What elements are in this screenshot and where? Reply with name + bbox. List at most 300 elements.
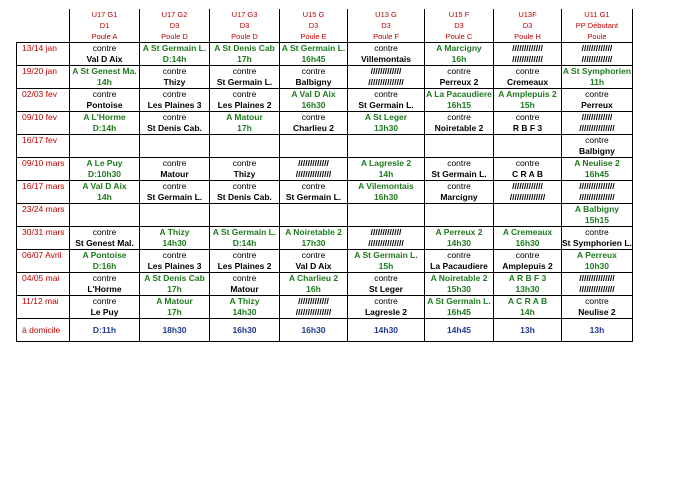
match-detail: Matour — [230, 284, 259, 294]
domicile-time: 18h30 — [140, 319, 210, 342]
match-detail: St Germain L. — [358, 100, 414, 110]
match-detail: 16h30 — [301, 100, 326, 110]
column-header-line: U13 G — [375, 10, 397, 19]
match-cell — [348, 273, 425, 296]
week-date — [17, 227, 70, 250]
match-opponent: A St Germain L. — [354, 250, 418, 260]
match-cell — [562, 135, 633, 158]
week-row — [17, 158, 633, 181]
column-header-line: U11 G1 — [584, 10, 610, 19]
match-cell — [210, 112, 280, 135]
domicile-time: 13h — [494, 319, 562, 342]
match-cell — [280, 89, 348, 112]
match-opponent: contre — [515, 250, 540, 260]
week-row — [17, 89, 633, 112]
week-row — [17, 43, 633, 66]
week-date-label: 30/31 mars — [22, 227, 65, 237]
match-cell — [348, 135, 425, 158]
match-cell — [280, 204, 348, 227]
match-cell — [70, 158, 140, 181]
match-opponent: A Balbigny — [574, 204, 619, 214]
match-opponent: contre — [301, 112, 326, 122]
week-date-label: 16/17 fev — [22, 135, 57, 145]
match-cell — [562, 296, 633, 319]
match-cell — [280, 43, 348, 66]
column-header-line: Poule F — [373, 32, 399, 41]
column-header-line: D3 — [454, 21, 464, 30]
match-opponent: ///////////// — [370, 227, 402, 237]
match-opponent: contre — [232, 250, 257, 260]
column-header-line: Poule E — [300, 32, 327, 41]
match-detail: /////////////// — [509, 192, 546, 202]
match-detail: 14h — [520, 307, 535, 317]
match-cell — [210, 89, 280, 112]
match-opponent: /////////////// — [579, 273, 615, 283]
match-detail: Les Plaines 3 — [147, 100, 202, 110]
column-header-line: PP Débutant — [575, 21, 619, 30]
match-detail: 13h30 — [373, 123, 399, 133]
column-header — [425, 9, 494, 43]
week-date-label: 09/10 fev — [22, 112, 57, 122]
match-opponent: A Thizy — [229, 296, 260, 306]
match-cell — [562, 250, 633, 273]
match-detail: 15h15 — [584, 215, 609, 225]
week-date-label: 02/03 fev — [22, 89, 57, 99]
match-detail: 17h — [167, 307, 182, 317]
column-header-line: Poule — [587, 32, 607, 41]
match-opponent: ///////////// — [298, 158, 329, 168]
match-cell — [140, 204, 210, 227]
match-opponent: A Noiretable 2 — [430, 273, 488, 283]
match-opponent: A Pontoise — [82, 250, 127, 260]
match-detail: C R A B — [511, 169, 543, 179]
match-opponent: contre — [92, 43, 117, 53]
match-cell — [210, 135, 280, 158]
match-detail: Thizy — [233, 169, 256, 179]
match-cell — [494, 135, 562, 158]
match-cell — [140, 112, 210, 135]
domicile-time: 16h30 — [210, 319, 280, 342]
match-opponent: contre — [447, 181, 471, 191]
match-opponent: A Le Puy — [86, 158, 123, 168]
match-cell — [140, 227, 210, 250]
match-cell — [280, 296, 348, 319]
match-detail: St Germain L. — [431, 169, 487, 179]
column-header-line: U15 G — [302, 10, 325, 19]
match-opponent: A St Leger — [364, 112, 408, 122]
match-detail: La Pacaudiere — [430, 261, 488, 271]
column-header — [140, 9, 210, 43]
column-header-line: Poule A — [91, 32, 118, 41]
match-cell — [348, 227, 425, 250]
match-cell — [140, 250, 210, 273]
match-opponent: contre — [162, 89, 187, 99]
match-opponent: A St Germain L. — [281, 43, 346, 53]
match-detail: /////////////// — [579, 284, 615, 294]
match-detail: 16h — [451, 54, 467, 64]
column-header-line: U17 G2 — [161, 10, 188, 19]
match-opponent: A Noiretable 2 — [285, 227, 342, 237]
match-cell — [210, 296, 280, 319]
week-date-label: 16/17 mars — [22, 181, 65, 191]
match-cell — [562, 66, 633, 89]
match-opponent: A R B F 3 — [508, 273, 547, 283]
match-cell — [280, 135, 348, 158]
column-header — [562, 9, 633, 43]
match-cell — [425, 135, 494, 158]
match-detail: 17h — [237, 123, 252, 133]
week-row — [17, 112, 633, 135]
match-cell — [494, 273, 562, 296]
match-cell — [210, 273, 280, 296]
match-opponent: A Val D Aix — [291, 89, 336, 99]
match-detail: D:14h — [92, 123, 117, 133]
match-detail: Val D Aix — [86, 54, 123, 64]
week-date-label: 11/12 mai — [22, 296, 59, 306]
match-cell — [425, 89, 494, 112]
match-cell — [562, 158, 633, 181]
column-header — [348, 9, 425, 43]
match-cell — [210, 204, 280, 227]
match-detail: 14h30 — [162, 238, 187, 248]
match-detail: D:10h30 — [87, 169, 122, 179]
match-cell — [280, 112, 348, 135]
match-detail: 15h30 — [446, 284, 472, 294]
match-detail: St Denis Cab. — [217, 192, 272, 202]
match-cell — [140, 89, 210, 112]
week-date — [17, 181, 70, 204]
match-detail: Balbigny — [295, 77, 332, 87]
match-cell — [494, 89, 562, 112]
match-cell — [425, 181, 494, 204]
match-opponent: ///////////// — [512, 43, 543, 53]
match-detail: Marcigny — [440, 192, 478, 202]
match-cell — [70, 296, 140, 319]
match-cell — [70, 66, 140, 89]
domicile-time: D:11h — [70, 319, 140, 342]
match-detail: 16h45 — [301, 54, 326, 64]
match-cell — [140, 296, 210, 319]
week-row — [17, 250, 633, 273]
match-detail: Pontoise — [86, 100, 123, 110]
match-opponent: A Perreux 2 — [435, 227, 483, 237]
week-date — [17, 43, 70, 66]
match-opponent: A St Germain L. — [142, 43, 207, 53]
match-opponent: contre — [92, 273, 117, 283]
match-opponent: contre — [447, 158, 471, 168]
match-opponent: ///////////// — [370, 66, 402, 76]
match-detail: /////////////// — [368, 77, 404, 87]
match-detail: Cremeaux — [506, 77, 549, 87]
match-cell — [494, 181, 562, 204]
match-cell — [140, 66, 210, 89]
match-opponent: A Vilemontais — [358, 181, 414, 191]
match-detail: Neulise 2 — [578, 307, 616, 317]
column-header-line: Poule C — [445, 32, 473, 41]
match-cell — [348, 66, 425, 89]
match-detail: 14h — [378, 169, 394, 179]
match-cell — [210, 43, 280, 66]
match-cell — [210, 227, 280, 250]
match-detail: St Symphorien L. — [562, 238, 632, 248]
match-detail: D:14h — [162, 54, 187, 64]
week-row — [17, 227, 633, 250]
match-cell — [562, 89, 633, 112]
match-opponent: A St Denis Cab — [214, 43, 275, 53]
match-detail: Thizy — [163, 77, 186, 87]
match-detail: Noiretable 2 — [434, 123, 484, 133]
match-opponent: /////////////// — [579, 181, 615, 191]
column-header-line: Poule D — [161, 32, 188, 41]
match-cell — [348, 250, 425, 273]
week-date — [17, 66, 70, 89]
match-cell — [494, 250, 562, 273]
match-cell — [210, 158, 280, 181]
match-cell — [348, 43, 425, 66]
match-detail: ///////////// — [581, 54, 613, 64]
match-detail: 13h30 — [515, 284, 540, 294]
column-header — [494, 9, 562, 43]
match-opponent: A Val D Aix — [82, 181, 127, 191]
week-date-label: 09/10 mars — [22, 158, 65, 168]
match-cell — [70, 250, 140, 273]
match-opponent: ///////////// — [298, 296, 329, 306]
match-detail: 16h30 — [515, 238, 540, 248]
week-row — [17, 296, 633, 319]
match-opponent: contre — [92, 296, 117, 306]
match-detail: /////////////// — [295, 307, 332, 317]
match-detail: St Germain L. — [146, 192, 203, 202]
match-opponent: contre — [585, 89, 609, 99]
match-cell — [425, 158, 494, 181]
match-cell — [425, 296, 494, 319]
match-cell — [425, 227, 494, 250]
match-cell — [425, 43, 494, 66]
match-detail: 17h — [237, 54, 252, 64]
week-date — [17, 250, 70, 273]
week-row — [17, 204, 633, 227]
match-opponent: contre — [585, 227, 609, 237]
schedule-table — [16, 9, 633, 342]
match-opponent: contre — [162, 112, 187, 122]
match-cell — [70, 227, 140, 250]
column-header — [210, 9, 280, 43]
match-opponent: A L'Horme — [83, 112, 126, 122]
match-cell — [425, 112, 494, 135]
match-opponent: A Charlieu 2 — [288, 273, 339, 283]
match-opponent: A C R A B — [507, 296, 548, 306]
match-cell — [562, 112, 633, 135]
match-opponent: contre — [162, 250, 187, 260]
match-cell — [70, 181, 140, 204]
match-detail: ///////////// — [512, 54, 543, 64]
match-opponent: contre — [374, 296, 398, 306]
match-cell — [494, 296, 562, 319]
match-opponent: A Matour — [226, 112, 263, 122]
match-detail: Les Plaines 2 — [217, 261, 272, 271]
week-date-label: 19/20 jan — [22, 66, 57, 76]
match-opponent: A St Symphorien — [562, 66, 632, 76]
column-header-line: U17 G3 — [231, 10, 258, 19]
match-opponent: contre — [447, 250, 471, 260]
column-header-line: D1 — [99, 21, 110, 30]
match-detail: 15h — [378, 261, 394, 271]
domicile-time: 16h30 — [280, 319, 348, 342]
match-detail: /////////////// — [579, 123, 615, 133]
column-header-line: U15 F — [448, 10, 470, 19]
match-detail: Les Plaines 3 — [147, 261, 202, 271]
match-detail: 14h — [97, 192, 112, 202]
match-opponent: A Lagresle 2 — [360, 158, 412, 168]
match-cell — [562, 273, 633, 296]
match-detail: 14h30 — [232, 307, 257, 317]
match-opponent: A Marcigny — [436, 43, 482, 53]
match-cell — [70, 273, 140, 296]
match-cell — [140, 135, 210, 158]
match-opponent: contre — [232, 66, 257, 76]
match-cell — [425, 250, 494, 273]
header-row — [17, 9, 633, 43]
match-cell — [140, 181, 210, 204]
match-opponent: A St Germain L. — [427, 296, 491, 306]
match-opponent: A Perreux — [577, 250, 617, 260]
match-cell — [70, 135, 140, 158]
match-cell — [562, 181, 633, 204]
match-detail: 16h45 — [446, 307, 472, 317]
match-cell — [494, 158, 562, 181]
match-opponent: contre — [374, 273, 398, 283]
match-cell — [280, 181, 348, 204]
match-detail: Les Plaines 2 — [217, 100, 272, 110]
week-date-label: 23/24 mars — [22, 204, 65, 214]
match-detail: St Genest Mal. — [75, 238, 134, 248]
match-detail: 16h45 — [584, 169, 609, 179]
match-cell — [210, 181, 280, 204]
match-detail: D:14h — [232, 238, 257, 248]
match-detail: Balbigny — [579, 146, 615, 156]
match-detail: 10h30 — [584, 261, 609, 271]
week-date-label: 13/14 jan — [22, 43, 57, 53]
week-row — [17, 273, 633, 296]
match-opponent: contre — [585, 135, 609, 145]
match-opponent: contre — [162, 66, 187, 76]
week-date-label: 04/05 mai — [22, 273, 60, 283]
match-opponent: contre — [447, 66, 471, 76]
week-row — [17, 66, 633, 89]
week-date — [17, 89, 70, 112]
match-cell — [494, 112, 562, 135]
match-cell — [562, 204, 633, 227]
match-detail: 14h30 — [446, 238, 472, 248]
match-cell — [425, 66, 494, 89]
match-opponent: A Cremeaux — [502, 227, 553, 237]
domicile-time: 14h30 — [348, 319, 425, 342]
domicile-row — [17, 319, 633, 342]
week-row — [17, 181, 633, 204]
match-cell — [425, 273, 494, 296]
match-cell — [494, 66, 562, 89]
week-date — [17, 273, 70, 296]
match-opponent: contre — [515, 158, 540, 168]
match-cell — [280, 273, 348, 296]
match-opponent: ///////////// — [512, 181, 543, 191]
column-header-line: D3 — [239, 21, 250, 30]
match-opponent: contre — [301, 250, 326, 260]
match-opponent: A St Germain L. — [212, 227, 277, 237]
week-row — [17, 135, 633, 158]
domicile-label: à domicile — [17, 319, 70, 342]
match-cell — [140, 43, 210, 66]
match-cell — [348, 296, 425, 319]
match-opponent: contre — [447, 112, 471, 122]
match-detail: 17h — [167, 284, 182, 294]
match-detail: Amplepuis 2 — [502, 261, 553, 271]
match-detail: 16h30 — [373, 192, 399, 202]
match-detail: Matour — [160, 169, 189, 179]
match-detail: 15h — [520, 100, 535, 110]
match-detail: Lagresle 2 — [364, 307, 408, 317]
column-header-line: U17 G1 — [91, 10, 118, 19]
match-opponent: contre — [515, 66, 540, 76]
match-detail: 17h30 — [301, 238, 326, 248]
match-opponent: A Neulise 2 — [574, 158, 620, 168]
match-opponent: contre — [162, 181, 187, 191]
match-opponent: A St Genest Ma. — [72, 66, 137, 76]
match-detail: St Leger — [368, 284, 403, 294]
match-detail: 16h15 — [446, 100, 472, 110]
match-cell — [70, 112, 140, 135]
match-detail: 14h — [97, 77, 112, 87]
match-opponent: contre — [232, 273, 257, 283]
column-header — [280, 9, 348, 43]
match-opponent: A La Pacaudiere — [426, 89, 492, 99]
match-detail: L'Horme — [87, 284, 122, 294]
week-date — [17, 204, 70, 227]
match-cell — [494, 204, 562, 227]
match-opponent: A St Denis Cab — [144, 273, 205, 283]
column-header-line: D3 — [522, 21, 533, 30]
column-header-line: Poule D — [231, 32, 258, 41]
match-detail: Perreux 2 — [439, 77, 479, 87]
match-opponent: A Thizy — [159, 227, 190, 237]
match-detail: D:16h — [92, 261, 117, 271]
match-opponent: contre — [374, 43, 398, 53]
match-opponent: contre — [232, 158, 257, 168]
match-cell — [280, 227, 348, 250]
match-cell — [494, 227, 562, 250]
match-detail: /////////////// — [368, 238, 404, 248]
column-header-line: U13F — [518, 10, 537, 19]
match-cell — [562, 43, 633, 66]
match-detail: 16h — [306, 284, 321, 294]
match-cell — [70, 89, 140, 112]
match-cell — [210, 250, 280, 273]
match-detail: St Germain L. — [216, 77, 273, 87]
domicile-time: 14h45 — [425, 319, 494, 342]
match-cell — [280, 250, 348, 273]
match-opponent: contre — [162, 158, 187, 168]
column-header-line: D3 — [381, 21, 391, 30]
match-cell — [494, 43, 562, 66]
match-detail: /////////////// — [579, 192, 615, 202]
match-opponent: contre — [92, 227, 117, 237]
match-detail: Villemontais — [361, 54, 411, 64]
match-detail: St Denis Cab. — [147, 123, 202, 133]
match-cell — [210, 66, 280, 89]
match-cell — [425, 204, 494, 227]
match-cell — [348, 112, 425, 135]
match-cell — [140, 158, 210, 181]
